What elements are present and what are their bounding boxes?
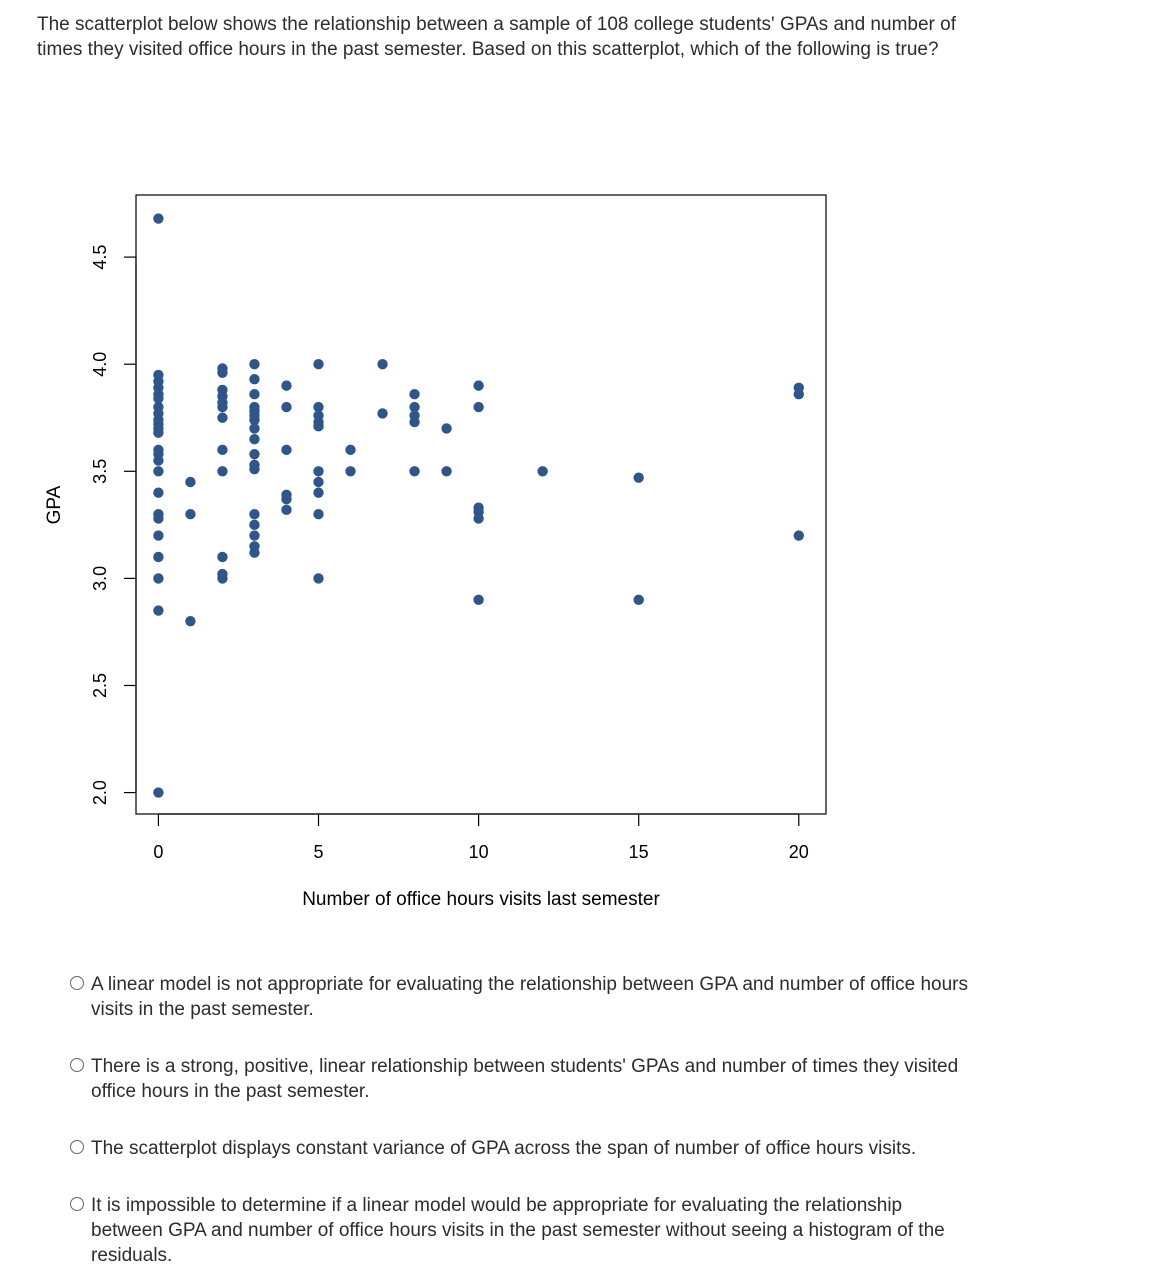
data-point [473, 513, 483, 523]
y-tick-label: 3.0 [90, 565, 110, 591]
y-tick-label: 3.5 [90, 458, 110, 484]
data-point [185, 616, 195, 626]
data-point [249, 423, 259, 433]
data-point [473, 402, 483, 412]
data-point [281, 445, 291, 455]
answer-option-label: It is impossible to determine if a linear model would be appropriate for evaluating the relationship between GPA and number of office hours visits in the past semester without seeing a histogram of the residuals. [91, 1195, 945, 1266]
data-point [249, 449, 259, 459]
data-point [313, 466, 323, 476]
data-point [153, 605, 163, 615]
data-point [153, 488, 163, 498]
data-point [249, 374, 259, 384]
radio-button-icon[interactable] [70, 1058, 84, 1072]
data-point [377, 408, 387, 418]
x-tick-label: 15 [628, 842, 649, 862]
x-axis [153, 814, 808, 862]
x-axis-title: Number of office hours visits last semester [302, 889, 660, 910]
x-tick-label: 10 [468, 842, 489, 862]
data-point [217, 466, 227, 476]
data-point [409, 417, 419, 427]
data-point [153, 455, 163, 465]
data-point [153, 552, 163, 562]
data-point [153, 213, 163, 223]
data-point [153, 513, 163, 523]
radio-button-icon[interactable] [70, 976, 84, 990]
data-point [281, 380, 291, 390]
data-point [441, 423, 451, 433]
data-point [313, 509, 323, 519]
y-tick-label: 4.5 [90, 244, 110, 270]
data-point [249, 530, 259, 540]
answer-option-4[interactable] [70, 1193, 970, 1266]
y-tick-label: 4.0 [90, 351, 110, 377]
data-point [281, 494, 291, 504]
answer-option-3[interactable] [70, 1136, 970, 1161]
y-axis [90, 245, 136, 805]
answer-option-label: A linear model is not appropriate for evaluating the relationship between GPA and number of office hours visits in the past semester. [91, 974, 969, 1020]
data-point [345, 445, 355, 455]
answer-option-1[interactable] [70, 972, 970, 1022]
x-tick-label: 5 [313, 842, 324, 862]
radio-button-icon[interactable] [70, 1140, 84, 1154]
data-point [217, 413, 227, 423]
y-tick-label: 2.0 [90, 780, 110, 806]
data-point [153, 466, 163, 476]
data-point [217, 445, 227, 455]
data-point [153, 573, 163, 583]
x-tick-label: 0 [153, 842, 164, 862]
data-point [473, 380, 483, 390]
data-point [313, 359, 323, 369]
data-point [441, 466, 451, 476]
data-point [281, 402, 291, 412]
data-point [249, 509, 259, 519]
data-point [249, 464, 259, 474]
x-tick-label: 20 [788, 842, 809, 862]
data-points [153, 213, 804, 797]
data-point [313, 421, 323, 431]
data-point [313, 488, 323, 498]
answer-option-label: There is a strong, positive, linear relationship between students' GPAs and number of times they visited office hours in the past semester. [91, 1056, 959, 1102]
data-point [249, 547, 259, 557]
radio-button-icon[interactable] [70, 1197, 84, 1211]
data-point [153, 530, 163, 540]
data-point [217, 368, 227, 378]
data-point [409, 389, 419, 399]
data-point [313, 573, 323, 583]
data-point [249, 389, 259, 399]
answer-options [70, 970, 970, 1266]
data-point [537, 466, 547, 476]
data-point [249, 520, 259, 530]
data-point [313, 477, 323, 487]
data-point [473, 595, 483, 605]
data-point [794, 530, 804, 540]
data-point [345, 466, 355, 476]
data-point [633, 595, 643, 605]
y-tick-label: 2.5 [90, 672, 110, 699]
data-point [249, 434, 259, 444]
data-point [249, 359, 259, 369]
data-point [217, 552, 227, 562]
answer-option-label: The scatterplot displays constant variance of GPA across the span of number of office hours visits. [91, 1138, 917, 1159]
data-point [185, 477, 195, 487]
answer-option-2[interactable] [70, 1054, 970, 1104]
data-point [409, 466, 419, 476]
data-point [794, 389, 804, 399]
y-axis-title: GPA [44, 485, 65, 525]
data-point [153, 428, 163, 438]
data-point [185, 509, 195, 519]
data-point [633, 473, 643, 483]
data-point [217, 573, 227, 583]
data-point [217, 402, 227, 412]
data-point [153, 787, 163, 797]
data-point [281, 505, 291, 515]
data-point [377, 359, 387, 369]
question-text: The scatterplot below shows the relationship between a sample of 108 college students' GPAs and number of times they visited office hours in the past semester. Based on this scatterplot, which of the following is true? [37, 14, 956, 60]
